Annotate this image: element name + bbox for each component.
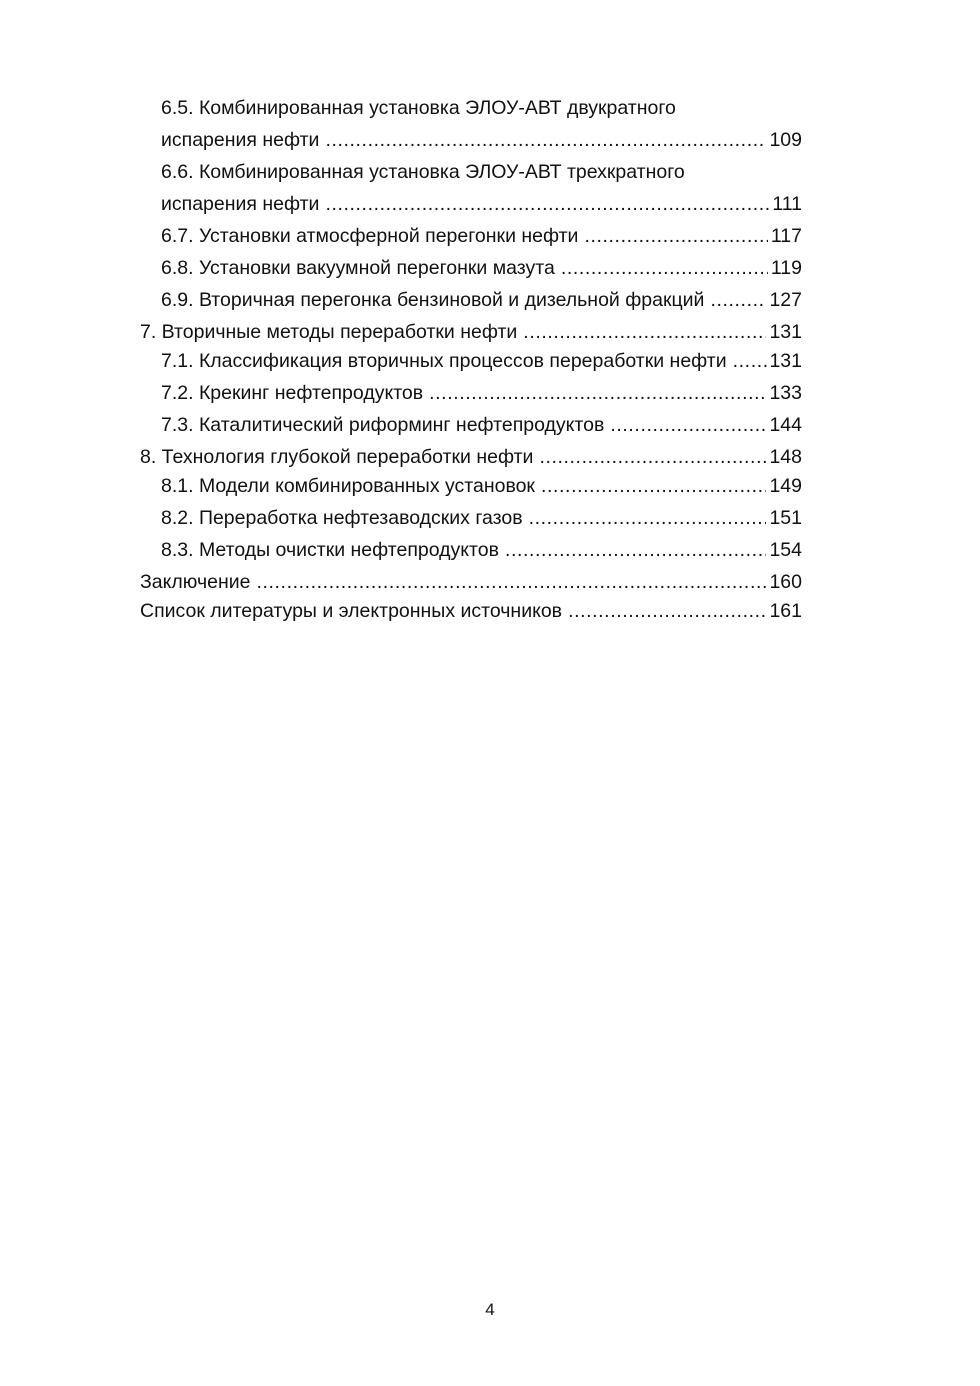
toc-entry-page: 149 xyxy=(766,470,802,502)
toc-entry-7[interactable] xyxy=(140,316,802,348)
toc-entry-6-8[interactable] xyxy=(140,252,802,284)
page-number: 4 xyxy=(485,1300,495,1319)
toc-entry-6-6-line1 xyxy=(140,156,802,188)
toc-entry-page: 109 xyxy=(766,124,802,156)
toc-entry-page: 127 xyxy=(766,284,802,316)
toc-entry-title: 6.5. Комбинированная установка ЭЛОУ-АВТ двукратного xyxy=(161,97,676,119)
toc-entry-page: 144 xyxy=(766,409,802,441)
toc-entry-page: 133 xyxy=(766,377,802,409)
toc-entry-title: 6.9. Вторичная перегонка бензиновой и дизельной фракций xyxy=(161,289,705,311)
toc-entry-page: 154 xyxy=(766,534,802,566)
toc-entry-8-2[interactable] xyxy=(140,502,802,534)
toc-entry-6-5-line1 xyxy=(140,92,802,124)
toc-entry-title: испарения нефти xyxy=(161,129,320,151)
toc-entry-title: 8.2. Переработка нефтезаводских газов xyxy=(161,507,523,529)
toc-entry-title: 7.1. Классификация вторичных процессов переработки нефти xyxy=(161,350,727,372)
toc-entry-title: 6.7. Установки атмосферной перегонки нефти xyxy=(161,225,579,247)
toc-entry-page: 148 xyxy=(766,441,802,473)
toc-entry-page: 131 xyxy=(766,316,802,348)
toc-entry-title: испарения нефти xyxy=(161,193,320,215)
table-of-contents xyxy=(140,92,802,627)
toc-entry-conclusion[interactable] xyxy=(140,566,802,598)
toc-entry-6-7[interactable] xyxy=(140,220,802,252)
toc-entry-7-1[interactable] xyxy=(140,345,802,377)
toc-entry-6-6[interactable] xyxy=(140,188,802,220)
toc-entry-title: 6.8. Установки вакуумной перегонки мазута xyxy=(161,257,555,279)
toc-entry-title: 8.1. Модели комбинированных установок xyxy=(161,475,535,497)
toc-entry-references[interactable] xyxy=(140,595,802,627)
toc-entry-title: 8.3. Методы очистки нефтепродуктов xyxy=(161,539,499,561)
toc-entry-title: Список литературы и электронных источников xyxy=(140,600,563,622)
toc-entry-page: 161 xyxy=(766,595,802,627)
toc-entry-page: 131 xyxy=(769,345,802,377)
toc-entry-8[interactable] xyxy=(140,441,802,473)
toc-entry-page: 151 xyxy=(766,502,802,534)
toc-entry-6-5[interactable] xyxy=(140,124,802,156)
toc-entry-page: 117 xyxy=(768,220,802,252)
toc-entry-6-9[interactable] xyxy=(140,284,802,316)
toc-entry-title: 6.6. Комбинированная установка ЭЛОУ-АВТ трехкратного xyxy=(161,161,685,183)
toc-entry-7-3[interactable] xyxy=(140,409,802,441)
toc-entry-title: 8. Технология глубокой переработки нефти xyxy=(140,446,534,468)
toc-entry-8-1[interactable] xyxy=(140,470,802,502)
toc-entry-page: 160 xyxy=(766,566,802,598)
toc-entry-title: Заключение xyxy=(140,571,251,593)
toc-entry-title: 7.2. Крекинг нефтепродуктов xyxy=(161,382,424,404)
toc-entry-7-2[interactable] xyxy=(140,377,802,409)
toc-entry-title: 7. Вторичные методы переработки нефти xyxy=(140,321,518,343)
toc-entry-page: 111 xyxy=(769,188,802,220)
toc-entry-page: 119 xyxy=(768,252,802,284)
toc-entry-8-3[interactable] xyxy=(140,534,802,566)
toc-entry-title: 7.3. Каталитический риформинг нефтепродуктов xyxy=(161,414,605,436)
